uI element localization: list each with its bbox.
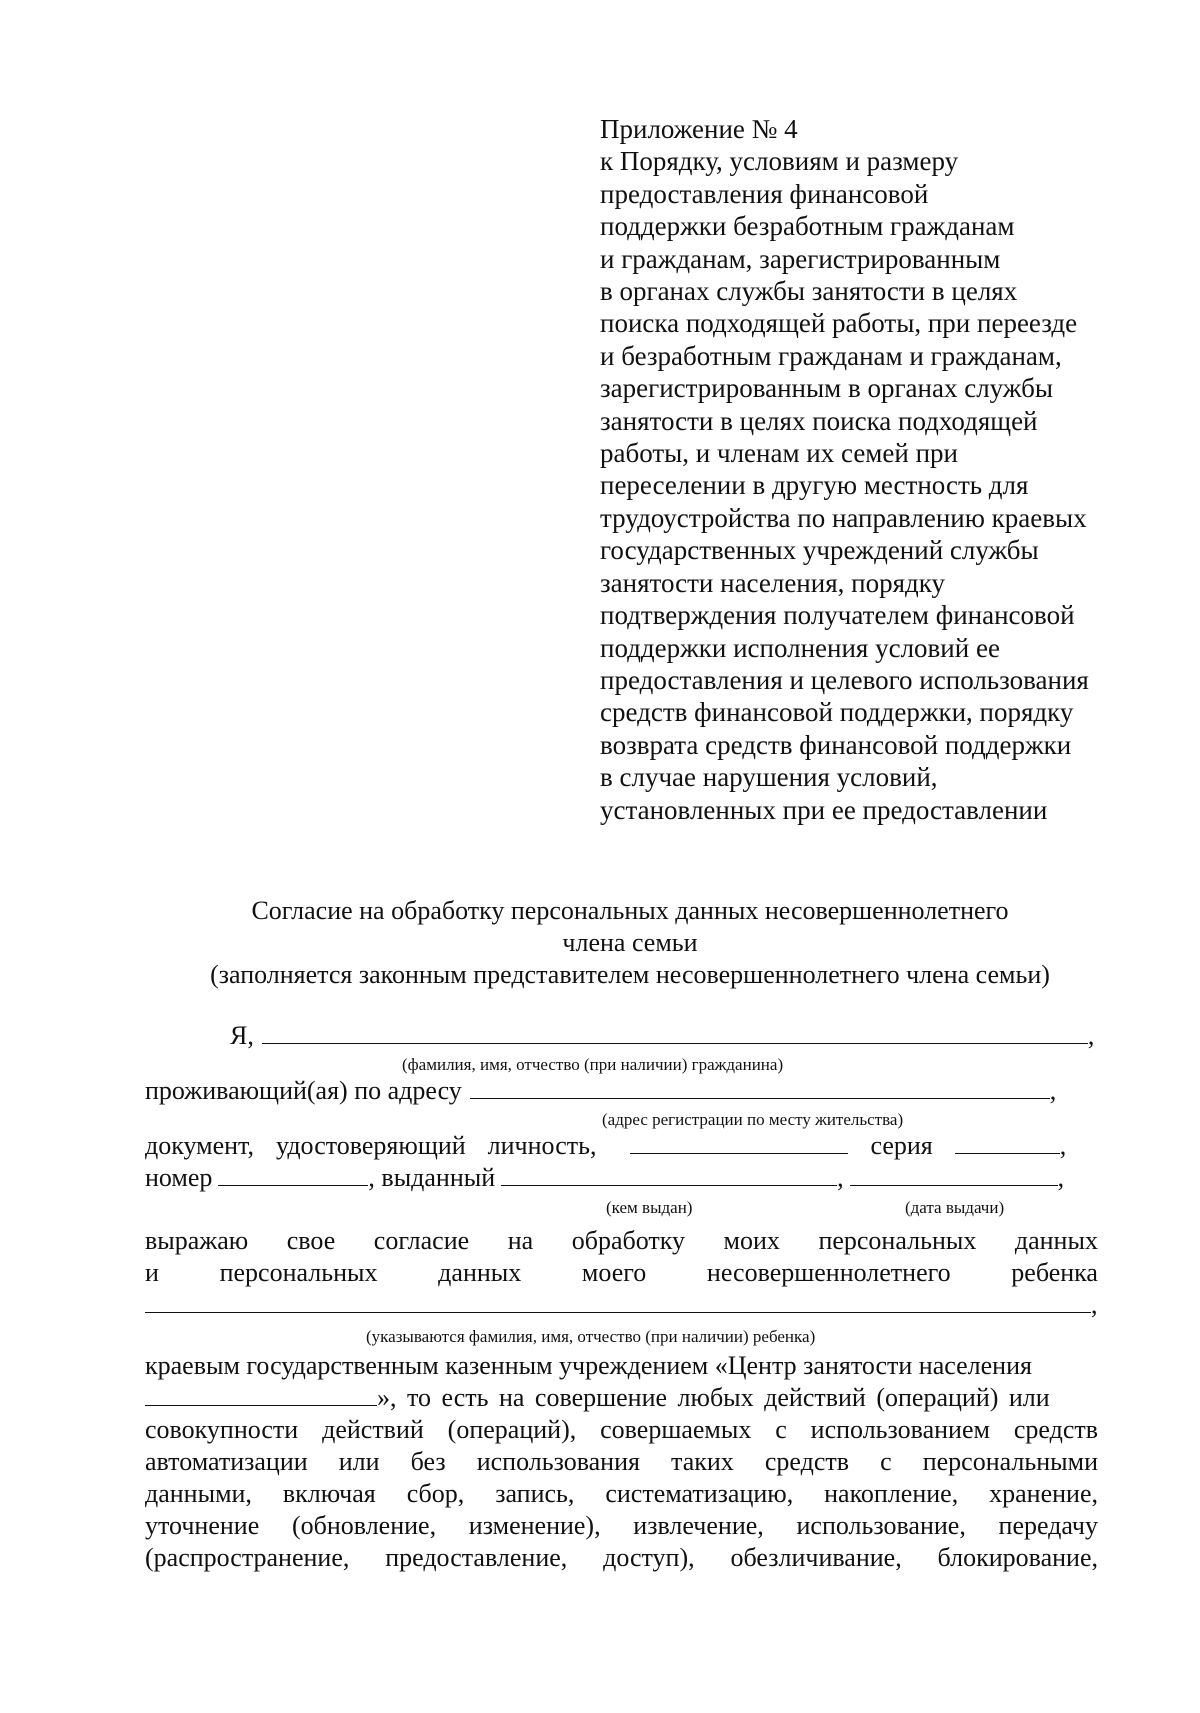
body-line-6: уточнение (обновление, изменение), извлечение, использование, передачу: [145, 1511, 1098, 1540]
doc-word: удостоверяющий: [275, 1131, 466, 1160]
body-line-5: данными, включая сбор, запись, систематизацию, накопление, хранение,: [145, 1479, 1098, 1508]
issue-date-field[interactable]: [850, 1185, 1058, 1186]
consent-word: выражаю: [145, 1226, 249, 1255]
child-word: и: [145, 1258, 159, 1287]
appendix-line: установленных при ее предоставлении: [600, 794, 1048, 825]
body-line-3: совокупности действий (операций), совершаемых с использованием средств: [145, 1415, 1098, 1444]
consent-word: данных: [1014, 1226, 1098, 1255]
child-row: [145, 1257, 1098, 1288]
appendix-line: занятости в целях поиска подходящей: [600, 405, 1038, 436]
series-label: серия: [870, 1131, 933, 1160]
appendix-line: предоставления и целевого использования: [600, 664, 1089, 695]
address-comma: ,: [1049, 1076, 1057, 1105]
appendix-line: возврата средств финансовой поддержки: [600, 729, 1072, 760]
appendix-line: поиска подходящей работы, при переезде: [600, 308, 1078, 339]
appendix-line: поддержки исполнения условий ее: [600, 632, 1000, 663]
fio-caption: (фамилия, имя, отчество (при наличии) гражданина): [402, 1055, 784, 1074]
appendix-line: и безработным гражданам и гражданам,: [600, 340, 1062, 371]
title-line-1: Согласие на обработку персональных данных несовершеннолетнего: [251, 896, 1009, 925]
appendix-line: предоставления финансовой: [600, 178, 929, 209]
consent-word: согласие: [373, 1226, 470, 1255]
fio-row: [145, 1020, 1098, 1051]
appendix-line: государственных учреждений службы: [600, 535, 1039, 566]
number-field[interactable]: [218, 1185, 368, 1186]
address-row: [145, 1075, 1098, 1106]
appendix-line: занятости населения, порядку: [600, 567, 945, 598]
child-word: персональных: [219, 1258, 378, 1287]
issued-by-caption: (кем выдан): [606, 1198, 693, 1217]
child-caption: (указываются фамилия, имя, отчество (при наличии) ребенка): [366, 1327, 816, 1346]
body-line-7: (распространение, предоставление, доступ), обезличивание, блокирование,: [145, 1543, 1098, 1572]
appendix-line: средств финансовой поддержки, порядку: [600, 697, 1074, 728]
address-caption: (адрес регистрации по месту жительства): [602, 1110, 904, 1129]
child-word: моего: [581, 1258, 647, 1287]
document-row: [145, 1130, 1098, 1161]
title-line-2: члена семьи: [562, 928, 698, 957]
employment-center-field[interactable]: [145, 1405, 377, 1406]
body-text: », то есть на совершение любых действий (операций) или: [377, 1383, 1050, 1412]
child-name-row: [145, 1289, 1098, 1320]
number-label: номер: [145, 1163, 213, 1192]
series-comma: ,: [1059, 1131, 1067, 1160]
child-name-field[interactable]: [145, 1312, 1091, 1313]
body-line-4: автоматизации или без использования таких средств с персональными: [145, 1447, 1098, 1476]
child-word: несовершеннолетнего: [706, 1258, 951, 1287]
doc-word: документ,: [145, 1131, 254, 1160]
appendix-line: трудоустройства по направлению краевых: [600, 502, 1087, 533]
consent-word: свое: [286, 1226, 336, 1255]
body-line-2: [145, 1382, 1098, 1413]
fio-field[interactable]: [262, 1043, 1088, 1044]
consent-word: персональных: [818, 1226, 977, 1255]
appendix-line: подтверждения получателем финансовой: [600, 600, 1075, 631]
series-field[interactable]: [955, 1153, 1060, 1154]
appendix-line: и гражданам, зарегистрированным: [600, 243, 1001, 274]
body-line-1: [145, 1350, 1098, 1381]
issued-comma: ,: [837, 1163, 844, 1192]
issued-by-field[interactable]: [501, 1185, 837, 1186]
number-row: [145, 1162, 1098, 1193]
appendix-line: переселении в другую местность для: [600, 470, 1029, 501]
child-word: ребенка: [1011, 1258, 1098, 1287]
document-type-field[interactable]: [630, 1153, 848, 1154]
issued-label: , выданный: [368, 1163, 496, 1192]
appendix-line: зарегистрированным в органах службы: [600, 373, 1053, 404]
appendix-line: работы, и членам их семей при: [600, 438, 958, 469]
issue-date-caption: (дата выдачи): [905, 1198, 1005, 1217]
appendix-header: [600, 113, 1089, 826]
consent-word: моих: [723, 1226, 780, 1255]
ya-label: Я,: [230, 1021, 254, 1050]
appendix-line: к Порядку, условиям и размеру: [600, 146, 959, 177]
appendix-line: в органах службы занятости в целях: [600, 276, 1018, 307]
child-comma: ,: [1091, 1290, 1098, 1319]
consent-title: [140, 895, 1120, 991]
date-comma: ,: [1057, 1163, 1065, 1192]
consent-word: обработку: [571, 1226, 685, 1255]
consent-row: [145, 1225, 1098, 1256]
body-text: краевым государственным казенным учреждением «Центр занятости населения: [145, 1351, 1032, 1380]
address-label: проживающий(ая) по адресу: [145, 1076, 462, 1105]
title-line-3: (заполняется законным представителем несовершеннолетнего члена семьи): [210, 960, 1050, 989]
address-field[interactable]: [470, 1098, 1050, 1099]
appendix-line: Приложение № 4: [600, 114, 798, 144]
appendix-line: в случае нарушения условий,: [600, 762, 938, 793]
consent-word: на: [507, 1226, 534, 1255]
appendix-line: поддержки безработным гражданам: [600, 211, 1015, 242]
doc-word: личность,: [487, 1131, 597, 1160]
fio-comma: ,: [1087, 1021, 1095, 1050]
child-word: данных: [438, 1258, 522, 1287]
